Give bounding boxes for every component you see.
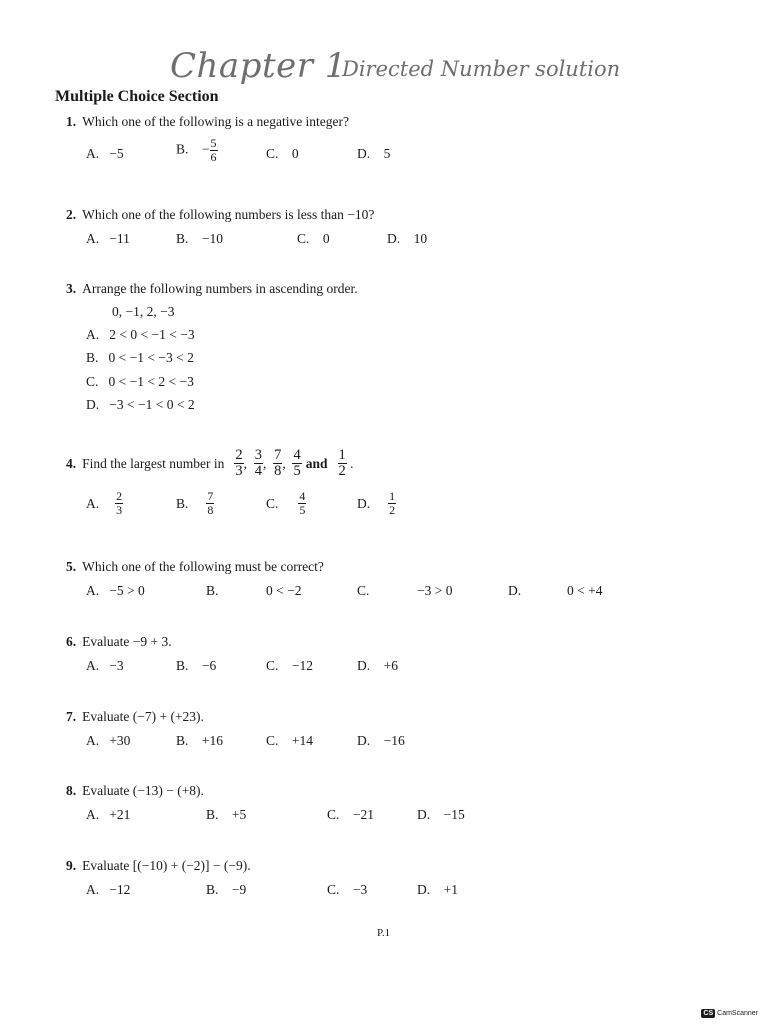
option: C. 0 (297, 231, 330, 246)
question-2: 2. Which one of the following numbers is less than −10? (66, 207, 375, 222)
option: D. (508, 583, 522, 598)
given-numbers: 0, −1, 2, −3 (112, 304, 175, 319)
fraction: $\frac{5}{6}$ (210, 136, 217, 164)
chapter-title: Chapter 1 (170, 46, 347, 86)
question-text: Which one of the following is a negative integer? (82, 114, 350, 129)
fraction: $\frac{1}{2}$ (389, 489, 396, 517)
option: B. +16 (176, 733, 224, 748)
chapter-subtitle: Directed Number solution (342, 57, 621, 81)
option: B. +5 (206, 807, 247, 822)
option: D. +6 (357, 658, 398, 673)
fraction: $\frac{7}{8}$ (274, 447, 282, 479)
option: A. −5 (86, 146, 124, 161)
question-6: 6. Evaluate −9 + 3. (66, 634, 172, 649)
option-value: −3 > 0 (417, 583, 453, 598)
camscanner-watermark (701, 1009, 758, 1018)
question-7: 7. Evaluate (−7) + (+23). (66, 709, 204, 724)
option: B. $\frac{7}{8}$ (176, 489, 214, 517)
option: A. $\frac{2}{3}$ (86, 489, 123, 517)
question-number: 1. (66, 114, 77, 129)
option-value: 0 < −2 (266, 583, 302, 598)
option: C. −12 (266, 658, 314, 673)
camscanner-logo-icon: CS (703, 1010, 714, 1017)
option: A. 2 < 0 < −1 < −3 (86, 327, 195, 342)
option: B. −6 (176, 658, 217, 673)
option: A. +30 (86, 733, 131, 748)
option: C. −3 (327, 882, 368, 897)
option: C. +14 (266, 733, 314, 748)
option: B. − $\frac{5}{6}$ (176, 136, 217, 164)
question-5: 5. Which one of the following must be correct? (66, 559, 324, 574)
question-4: 4. Find the largest number in $\frac{2}{3}$ , $\frac{3}{4}$ , $\frac{7}{8}$ , $\frac{4}{5}$ and $\frac{1}{2}$ . (66, 447, 354, 479)
fraction: $\frac{1}{2}$ (338, 447, 346, 479)
option: C. (357, 583, 370, 598)
option: D. −15 (417, 807, 465, 822)
option: B. 0 < −1 < −3 < 2 (86, 350, 194, 365)
fraction: $\frac{4}{5}$ (293, 447, 301, 479)
option: D. −3 < −1 < 0 < 2 (86, 397, 195, 412)
fraction: $\frac{4}{5}$ (299, 489, 306, 517)
option: C. $\frac{4}{5}$ (266, 489, 306, 517)
question-1 (66, 114, 349, 130)
page-number: P.1 (377, 927, 391, 939)
option: C. 0 < −1 < 2 < −3 (86, 374, 194, 389)
fraction: $\frac{3}{4}$ (254, 447, 262, 479)
option: D. $\frac{1}{2}$ (357, 489, 396, 517)
option: A. −3 (86, 658, 124, 673)
option: B. −9 (206, 882, 247, 897)
section-heading: Multiple Choice Section (55, 88, 219, 105)
option: B. (206, 583, 219, 598)
option: D. 10 (387, 231, 428, 246)
option: A. −12 (86, 882, 131, 897)
option: C. −21 (327, 807, 375, 822)
option: C. 0 (266, 146, 299, 161)
question-3: 3. Arrange the following numbers in ascending order. (66, 281, 358, 296)
fraction: $\frac{2}{3}$ (116, 489, 123, 517)
fraction: $\frac{7}{8}$ (207, 489, 214, 517)
option: A. −5 > 0 (86, 583, 145, 598)
option: A. +21 (86, 807, 131, 822)
camscanner-label: CamScanner (717, 1010, 758, 1017)
question-9: 9. Evaluate [(−10) + (−2)] − (−9). (66, 858, 251, 873)
option: D. 5 (357, 146, 391, 161)
option-value: 0 < +4 (567, 583, 603, 598)
fraction: $\frac{2}{3}$ (235, 447, 243, 479)
option: D. −16 (357, 733, 405, 748)
question-8: 8. Evaluate (−13) − (+8). (66, 783, 204, 798)
option: D. +1 (417, 882, 458, 897)
option: A. −11 (86, 231, 130, 246)
option: B. −10 (176, 231, 224, 246)
